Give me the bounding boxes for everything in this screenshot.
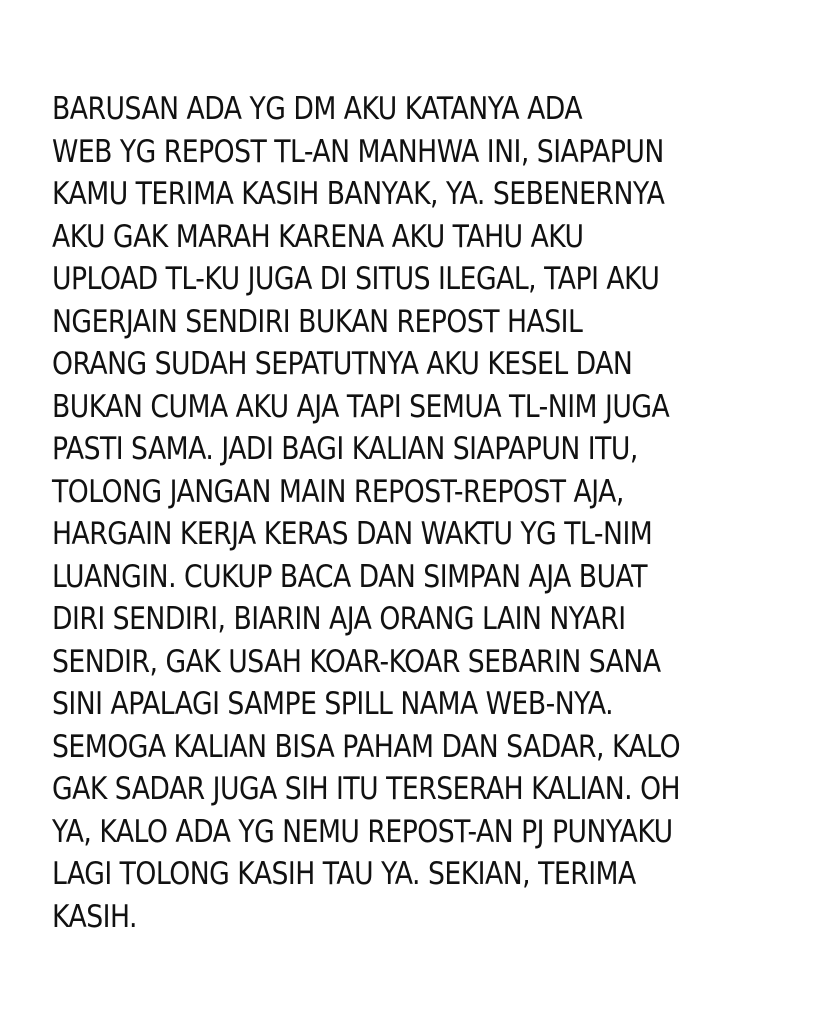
- note-line: TOLONG JANGAN MAIN REPOST-REPOST AJA,: [52, 473, 624, 510]
- note-line: YA, KALO ADA YG NEMU REPOST-AN PJ PUNYAKU: [52, 813, 673, 850]
- note-line: NGERJAIN SENDIRI BUKAN REPOST HASIL: [52, 303, 583, 340]
- note-line: ORANG SUDAH SEPATUTNYA AKU KESEL DAN: [52, 346, 633, 382]
- note-line: LAGI TOLONG KASIH TAU YA. SEKIAN, TERIMA: [52, 856, 636, 892]
- note-line: SINI APALAGI SAMPE SPILL NAMA WEB-NYA.: [52, 686, 614, 722]
- note-line: WEB YG REPOST TL-AN MANHWA INI, SIAPAPUN: [52, 133, 664, 170]
- note-line: HARGAIN KERJA KERAS DAN WAKTU YG TL-NIM: [52, 516, 653, 552]
- note-line: BUKAN CUMA AKU AJA TAPI SEMUA TL-NIM JUGA: [52, 388, 670, 425]
- note-line: DIRI SENDIRI, BIARIN AJA ORANG LAIN NYARI: [52, 601, 626, 637]
- note-line: GAK SADAR JUGA SIH ITU TERSERAH KALIAN. OH: [52, 771, 681, 807]
- translator-note: [52, 88, 792, 938]
- note-line: LUANGIN. CUKUP BACA DAN SIMPAN AJA BUAT: [52, 558, 647, 595]
- note-line: SEMOGA KALIAN BISA PAHAM DAN SADAR, KALO: [52, 728, 681, 765]
- note-line: AKU GAK MARAH KARENA AKU TAHU AKU: [52, 218, 584, 255]
- note-line: SENDIR, GAK USAH KOAR-KOAR SEBARIN SANA: [52, 643, 661, 680]
- note-line: KASIH.: [52, 898, 138, 935]
- note-line: PASTI SAMA. JADI BAGI KALIAN SIAPAPUN ITU,: [52, 431, 638, 467]
- note-line: UPLOAD TL-KU JUGA DI SITUS ILEGAL, TAPI AKU: [52, 261, 660, 297]
- note-line: BARUSAN ADA YG DM AKU KATANYA ADA: [52, 91, 583, 127]
- note-line: KAMU TERIMA KASIH BANYAK, YA. SEBENERNYA: [52, 176, 665, 212]
